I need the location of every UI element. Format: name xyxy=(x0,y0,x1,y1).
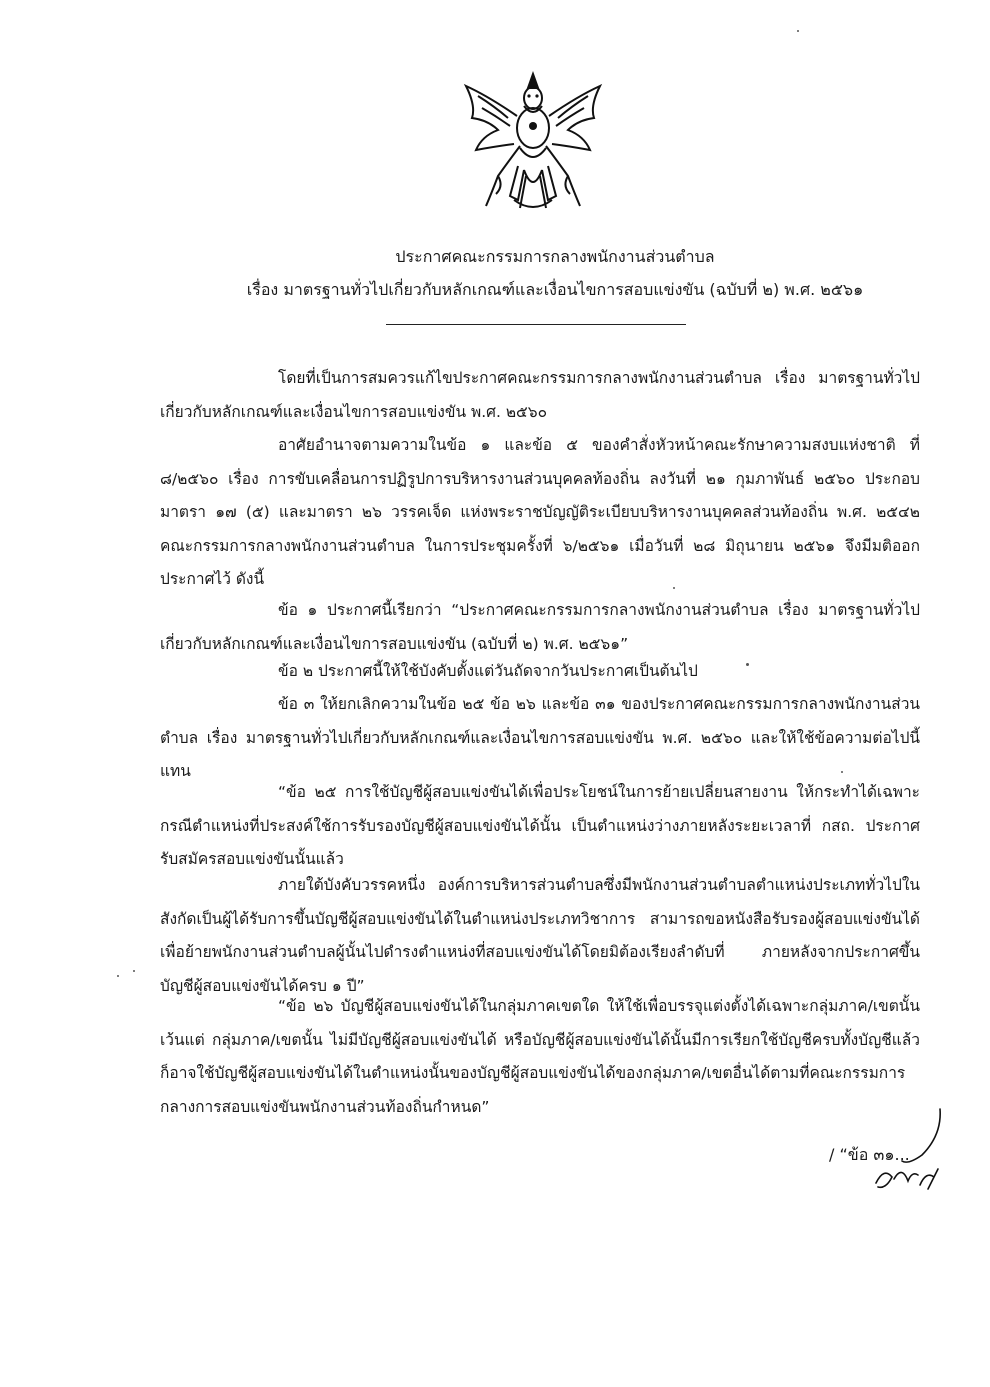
next-page-continuation: / “ข้อ ๓๑... xyxy=(829,1145,910,1164)
scan-speck xyxy=(117,975,119,977)
authority-paragraph: อาศัยอำนาจตามความในข้อ ๑ และข้อ ๕ ของคำสั่งหัวหน้าคณะรักษาความสงบแห่งชาติ ที่ ๘/๒๕๖๐ เรื่อง การขับเคลื่อนการปฏิรูปการบริหารงานส่วนบุคคลท้องถิ่น ลงวันที่ ๒๑ กุมภาพันธ์ ๒๕๖๐ ประกอบมาตรา ๑๗ (๕) และมาตรา ๒๖ วรรคเจ็ด แห่งพระราชบัญญัติระเบียบบริหารงานบุคคลส่วนท้องถิ่น พ.ศ. ๒๕๔๒ คณะกรรมการกลางพนักงานส่วนตำบล ในการประชุมครั้งที่ ๖/๒๕๖๑ เมื่อวันที่ ๒๘ มิถุนายน ๒๕๖๑ จึงมีมติออกประกาศไว้ ดังนี้ xyxy=(160,436,920,588)
scan-speck xyxy=(841,771,843,773)
scan-speck xyxy=(746,663,749,666)
scan-speck xyxy=(133,970,135,972)
scan-speck xyxy=(797,30,799,32)
handwritten-initials-icon xyxy=(862,1105,952,1195)
garuda-emblem-icon xyxy=(458,66,608,216)
clause-1: ข้อ ๑ ประกาศนี้เรียกว่า “ประกาศคณะกรรมการกลางพนักงานส่วนตำบล เรื่อง มาตรฐานทั่วไปเกี่ยวกับหลักเกณฑ์และเงื่อนไขการสอบแข่งขัน (ฉบับที่ ๒) พ.ศ. ๒๕๖๑” xyxy=(160,601,920,653)
clause-25: “ข้อ ๒๕ การใช้บัญชีผู้สอบแข่งขันได้เพื่อประโยชน์ในการย้ายเปลี่ยนสายงาน ให้กระทำได้เฉพาะกรณีตำแหน่งที่ประสงค์ใช้การรับรองบัญชีผู้สอบแข่งขันได้นั้น เป็นตำแหน่งว่างภายหลังระยะเวลาที่ กสถ. ประกาศรับสมัครสอบแข่งขันนั้นแล้ว xyxy=(160,783,920,868)
clause-25-paragraph-2: ภายใต้บังคับวรรคหนึ่ง องค์การบริหารส่วนตำบลซึ่งมีพนักงานส่วนตำบลตำแหน่งประเภททั่วไปในสังกัดเป็นผู้ได้รับการขึ้นบัญชีผู้สอบแข่งขันได้ในตำแหน่งประเภทวิชาการ สามารถขอหนังสือรับรองผู้สอบแข่งขันได้ เพื่อย้ายพนักงานส่วนตำบลผู้นั้นไปดำรงตำแหน่งที่สอบแข่งขันได้โดยมิต้องเรียงลำดับที่ ภายหลังจากประกาศขึ้นบัญชีผู้สอบแข่งขันได้ครบ ๑ ปี” xyxy=(160,876,920,995)
clause-3: ข้อ ๓ ให้ยกเลิกความในข้อ ๒๕ ข้อ ๒๖ และข้อ ๓๑ ของประกาศคณะกรรมการกลางพนักงานส่วนตำบล เรื่อง มาตรฐานทั่วไปเกี่ยวกับหลักเกณฑ์และเงื่อนไขการสอบแข่งขัน พ.ศ. ๒๕๖๐ และให้ใช้ข้อความต่อไปนี้แทน xyxy=(160,695,920,780)
announcement-title: ประกาศคณะกรรมการกลางพนักงานส่วนตำบล xyxy=(395,247,715,266)
clause-2: ข้อ ๒ ประกาศนี้ให้ใช้บังคับตั้งแต่วันถัดจากวันประกาศเป็นต้นไป xyxy=(278,662,698,680)
announcement-subject: เรื่อง มาตรฐานทั่วไปเกี่ยวกับหลักเกณฑ์และเงื่อนไขการสอบแข่งขัน (ฉบับที่ ๒) พ.ศ. ๒๕๖๑ xyxy=(246,280,864,299)
preamble-paragraph: โดยที่เป็นการสมควรแก้ไขประกาศคณะกรรมการกลางพนักงานส่วนตำบล เรื่อง มาตรฐานทั่วไปเกี่ยวกับหลักเกณฑ์และเงื่อนไขการสอบแข่งขัน พ.ศ. ๒๕๖๐ xyxy=(160,369,920,421)
scan-speck xyxy=(673,587,675,589)
clause-26: “ข้อ ๒๖ บัญชีผู้สอบแข่งขันได้ในกลุ่มภาคเขตใด ให้ใช้เพื่อบรรจุแต่งตั้งได้เฉพาะกลุ่มภาค/เขตนั้น เว้นแต่ กลุ่มภาค/เขตนั้น ไม่มีบัญชีผู้สอบแข่งขันได้ หรือบัญชีผู้สอบแข่งขันได้นั้นมีการเรียกใช้บัญชีครบทั้งบัญชีแล้ว ก็อาจใช้บัญชีผู้สอบแข่งขันได้ในตำแหน่งนั้นของบัญชีผู้สอบแข่งขันได้ของกลุ่มภาค/เขตอื่นได้ตามที่คณะกรรมการกลางการสอบแข่งขันพนักงานส่วนท้องถิ่นกำหนด” xyxy=(160,997,920,1116)
title-divider xyxy=(386,324,686,325)
